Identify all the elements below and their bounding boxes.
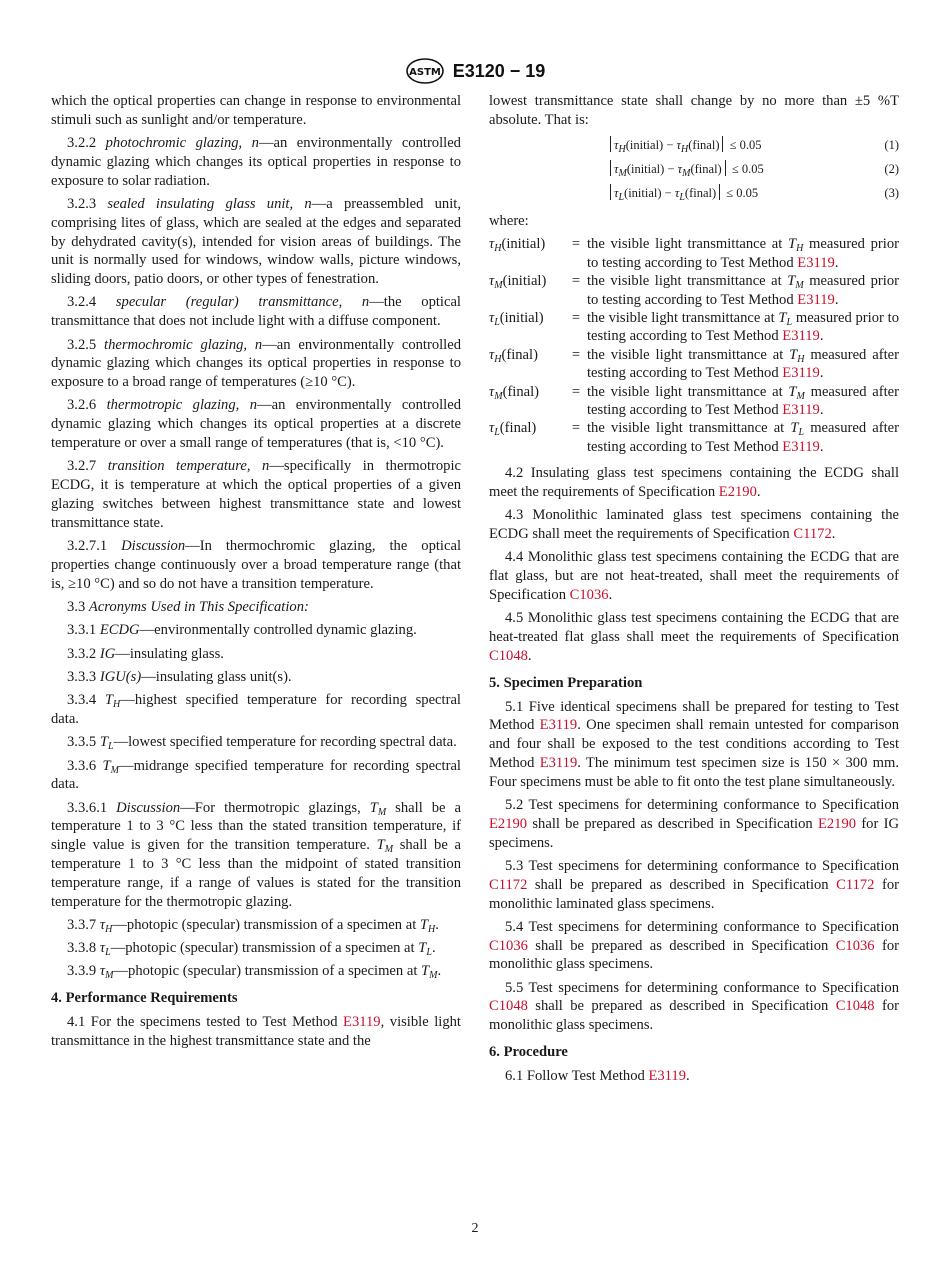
where-label: where: xyxy=(489,213,529,230)
link-c1048[interactable]: C1048 xyxy=(489,998,528,1015)
link-c1172[interactable]: C1172 xyxy=(836,876,875,893)
link-c1048[interactable]: C1048 xyxy=(835,998,875,1015)
link-c1172[interactable]: C1172 xyxy=(793,526,832,543)
left-column xyxy=(51,92,461,1055)
paragraph: which the optical properties can change in response to environmental stimuli such as sunlight and/or temperature. xyxy=(51,93,461,128)
equation-3: $\tau_L(initial)$ − $\tau_L(final) \le 0.05$ (3) xyxy=(489,182,899,206)
logo-text: ASTM xyxy=(408,67,441,78)
page-number: 2 xyxy=(471,1221,479,1236)
paragraph-3-2-7: 3.2.7 transition temperature, n—specifically in thermotropic ECDG, it is temperature at which the optical properties of a given glazing switches between highest transmittance state and lowest transmittance state. xyxy=(51,458,461,531)
paragraph-3-3-7: 3.3.7 $\tau_H—photopic$ (specular) transmission of a specimen at $T_H$. xyxy=(67,916,439,935)
link-e2190[interactable]: E2190 xyxy=(718,484,757,501)
link-c1172[interactable]: C1172 xyxy=(489,876,528,893)
paragraph-5-4: 5.4 Test specimens for determining conformance to Specification C1036 shall be prepared as described in Specification C1036 for monolithic glass specimens. xyxy=(489,918,899,973)
definition-row: $\tau_M(initial)$ = the visible light transmittance at $T_M$ measured prior to testing according to Test Method E3119. xyxy=(489,273,899,308)
paragraph-3-2-3: 3.2.3 sealed insulating glass unit, n—a preassembled unit, comprising lites of glass, which are sealed at the edges and separated by dehydrated cavity(s), intended for vision areas of buildings. The unit is normally used for windows, window walls, picture windows, sliding doors, patio doors, or other types of fenestration. xyxy=(51,195,461,288)
link-c1048[interactable]: C1048 xyxy=(489,647,528,664)
paragraph-5-2: 5.2 Test specimens for determining conformance to Specification E2190 shall be prepared as described in Specification E2190 for IG specimens. xyxy=(489,797,899,851)
definition-row: $\tau_M(final)$ = the visible light transmittance at $T_M$ measured after testing according to Test Method E3119. xyxy=(489,383,899,419)
paragraph-3-3-6: 3.3.6 $T_M—midrange$ specified temperature for recording spectral data. xyxy=(51,757,461,793)
link-e3119[interactable]: E3119 xyxy=(539,717,578,734)
equations xyxy=(489,134,899,206)
section-heading-5: 5. Specimen Preparation xyxy=(489,674,643,691)
link-c1036[interactable]: C1036 xyxy=(569,587,609,604)
paragraph-3-3-2: 3.3.2 IG—insulating glass. xyxy=(67,645,224,662)
equation-1: $\tau_H(initial)$ − $\tau_H(final) \le 0.05$ (1) xyxy=(489,134,899,158)
link-e3119[interactable]: E3119 xyxy=(782,402,820,419)
definitions-table xyxy=(489,235,899,456)
section-heading-6: 6. Procedure xyxy=(489,1044,568,1061)
equation-2: $\tau_M(initial)$ − $\tau_M(final) \le 0.05$ (2) xyxy=(489,158,899,182)
definition-row: $\tau_H(final)$ = the visible light transmittance at $T_H$ measured after testing according to Test Method E3119. xyxy=(489,346,899,382)
paragraph-3-2-4: 3.2.4 specular (regular) transmittance, n—the optical transmittance that does not include light with a diffuse component. xyxy=(51,294,461,330)
astm-logo xyxy=(405,58,445,84)
section-heading-4: 4. Performance Requirements xyxy=(51,990,238,1007)
right-column xyxy=(489,92,899,1090)
paragraph-3-3-8: 3.3.8 $\tau_L—photopic$ (specular) transmission of a specimen at $T_L$. xyxy=(67,940,436,959)
link-e3119[interactable]: E3119 xyxy=(797,254,835,271)
paragraph: lowest transmittance state shall change by no more than ±5 %T absolute. That is: xyxy=(489,93,899,128)
paragraph-6-1: 6.1 Follow Test Method E3119. xyxy=(505,1067,690,1084)
definition-row: $\tau_L(initial)$ = the visible light transmittance at $T_L$ measured prior to testing according to Test Method E3119. xyxy=(489,310,899,345)
paragraph-3-2-2: 3.2.2 photochromic glazing, n—an environmentally controlled dynamic glazing which changes its optical properties in response to exposure to solar radiation. xyxy=(51,135,461,189)
link-e3119[interactable]: E3119 xyxy=(539,754,578,771)
paragraph-5-5: 5.5 Test specimens for determining conformance to Specification C1048 shall be prepared as described in Specification C1048 for monolithic glass specimens. xyxy=(489,979,899,1034)
paragraph-3-2-5: 3.2.5 thermochromic glazing, n—an environmentally controlled dynamic glazing which changes its optical properties in response to exposure to a broad range of temperatures (≥10 °C). xyxy=(51,336,462,391)
paragraph-3-3: 3.3 Acronyms Used in This Specification: xyxy=(67,598,309,615)
link-e3119[interactable]: E3119 xyxy=(782,328,820,345)
paragraph-3-2-7-1: 3.2.7.1 Discussion—In thermochromic glazing, the optical properties change continuously over a broad temperature range (that is, ≥10 °C) and so do not have a transition temperature. xyxy=(51,538,461,592)
link-c1036[interactable]: C1036 xyxy=(489,937,528,954)
link-e3119[interactable]: E3119 xyxy=(343,1014,381,1031)
definition-row: $\tau_L(final)$ = the visible light transmittance at $T_L$ measured after testing according to Test Method E3119. xyxy=(489,420,899,455)
paragraph-3-2-6: 3.2.6 thermotropic glazing, n—an environmentally controlled dynamic glazing which changes its optical properties at a discrete temperature or over a small range of temperatures (that is, <10 °C). xyxy=(51,397,461,452)
paragraph-5-1: 5.1 Five identical specimens shall be prepared for testing to Test Method E3119. One specimen shall remain untested for comparison and four shall be exposed to the test conditions according to Test Method E3119. The minimum test specimen size is 150 × 300 mm. Four specimens must be able to fit onto the test plane simultaneously. xyxy=(489,698,899,790)
link-e2190[interactable]: E2190 xyxy=(489,815,528,832)
document-designation: E3120 − 19 xyxy=(452,60,546,81)
paragraph-4-3: 4.3 Monolithic laminated glass test specimens containing the ECDG shall meet the requirements of Specification C1172. xyxy=(489,507,899,543)
link-c1036[interactable]: C1036 xyxy=(835,937,875,954)
paragraph-4-1: 4.1 For the specimens tested to Test Method E3119, visible light transmittance in the highest transmittance state and the xyxy=(51,1014,461,1049)
link-e3119[interactable]: E3119 xyxy=(797,291,835,308)
paragraph-3-3-1: 3.3.1 ECDG—environmentally controlled dynamic glazing. xyxy=(67,622,417,639)
link-e3119[interactable]: E3119 xyxy=(648,1067,686,1084)
paragraph-3-3-5: 3.3.5 $T_L—lowest$ specified temperature for recording spectral data. xyxy=(67,734,457,753)
paragraph-3-3-6-1: 3.3.6.1 Discussion—For thermotropic glazings, $T_M$ shall be a temperature 1 to 3 °C less than the stated transition temperature, if single value is given for the transition temperature. $T_M$ shall be a temperature 1 to 3 °C less than the midpoint of stated transition temperature range, if a range of values is stated for the transition temperature for the thermotropic glazing. xyxy=(51,799,461,910)
paragraph-4-5: 4.5 Monolithic glass test specimens containing the ECDG that are heat-treated flat glass shall meet the requirements of Specification C1048. xyxy=(489,610,899,664)
page-header xyxy=(0,58,950,84)
paragraph-4-2: 4.2 Insulating glass test specimens containing the ECDG shall meet the requirements of Specification E2190. xyxy=(489,465,899,501)
paragraph-3-3-4: 3.3.4 $T_H—highest$ specified temperature for recording spectral data. xyxy=(51,692,461,727)
link-e3119[interactable]: E3119 xyxy=(782,438,820,455)
paragraph-3-3-3: 3.3.3 IGU(s)—insulating glass unit(s). xyxy=(67,668,292,685)
paragraph-4-4: 4.4 Monolithic glass test specimens containing the ECDG that are flat glass, but are not heat-treated, shall meet the requirements of Specification C1036. xyxy=(489,549,899,604)
paragraph-5-3: 5.3 Test specimens for determining conformance to Specification C1172 shall be prepared as described in Specification C1172 for monolithic laminated glass specimens. xyxy=(489,857,899,912)
link-e2190[interactable]: E2190 xyxy=(817,815,857,832)
paragraph-3-3-9: 3.3.9 $\tau_M—photopic$ (specular) transmission of a specimen at $T_M$. xyxy=(67,963,442,982)
definition-row: $\tau_H(initial)$ = the visible light transmittance at $T_H$ measured prior to testing according to Test Method E3119. xyxy=(489,236,899,271)
link-e3119[interactable]: E3119 xyxy=(782,365,820,382)
